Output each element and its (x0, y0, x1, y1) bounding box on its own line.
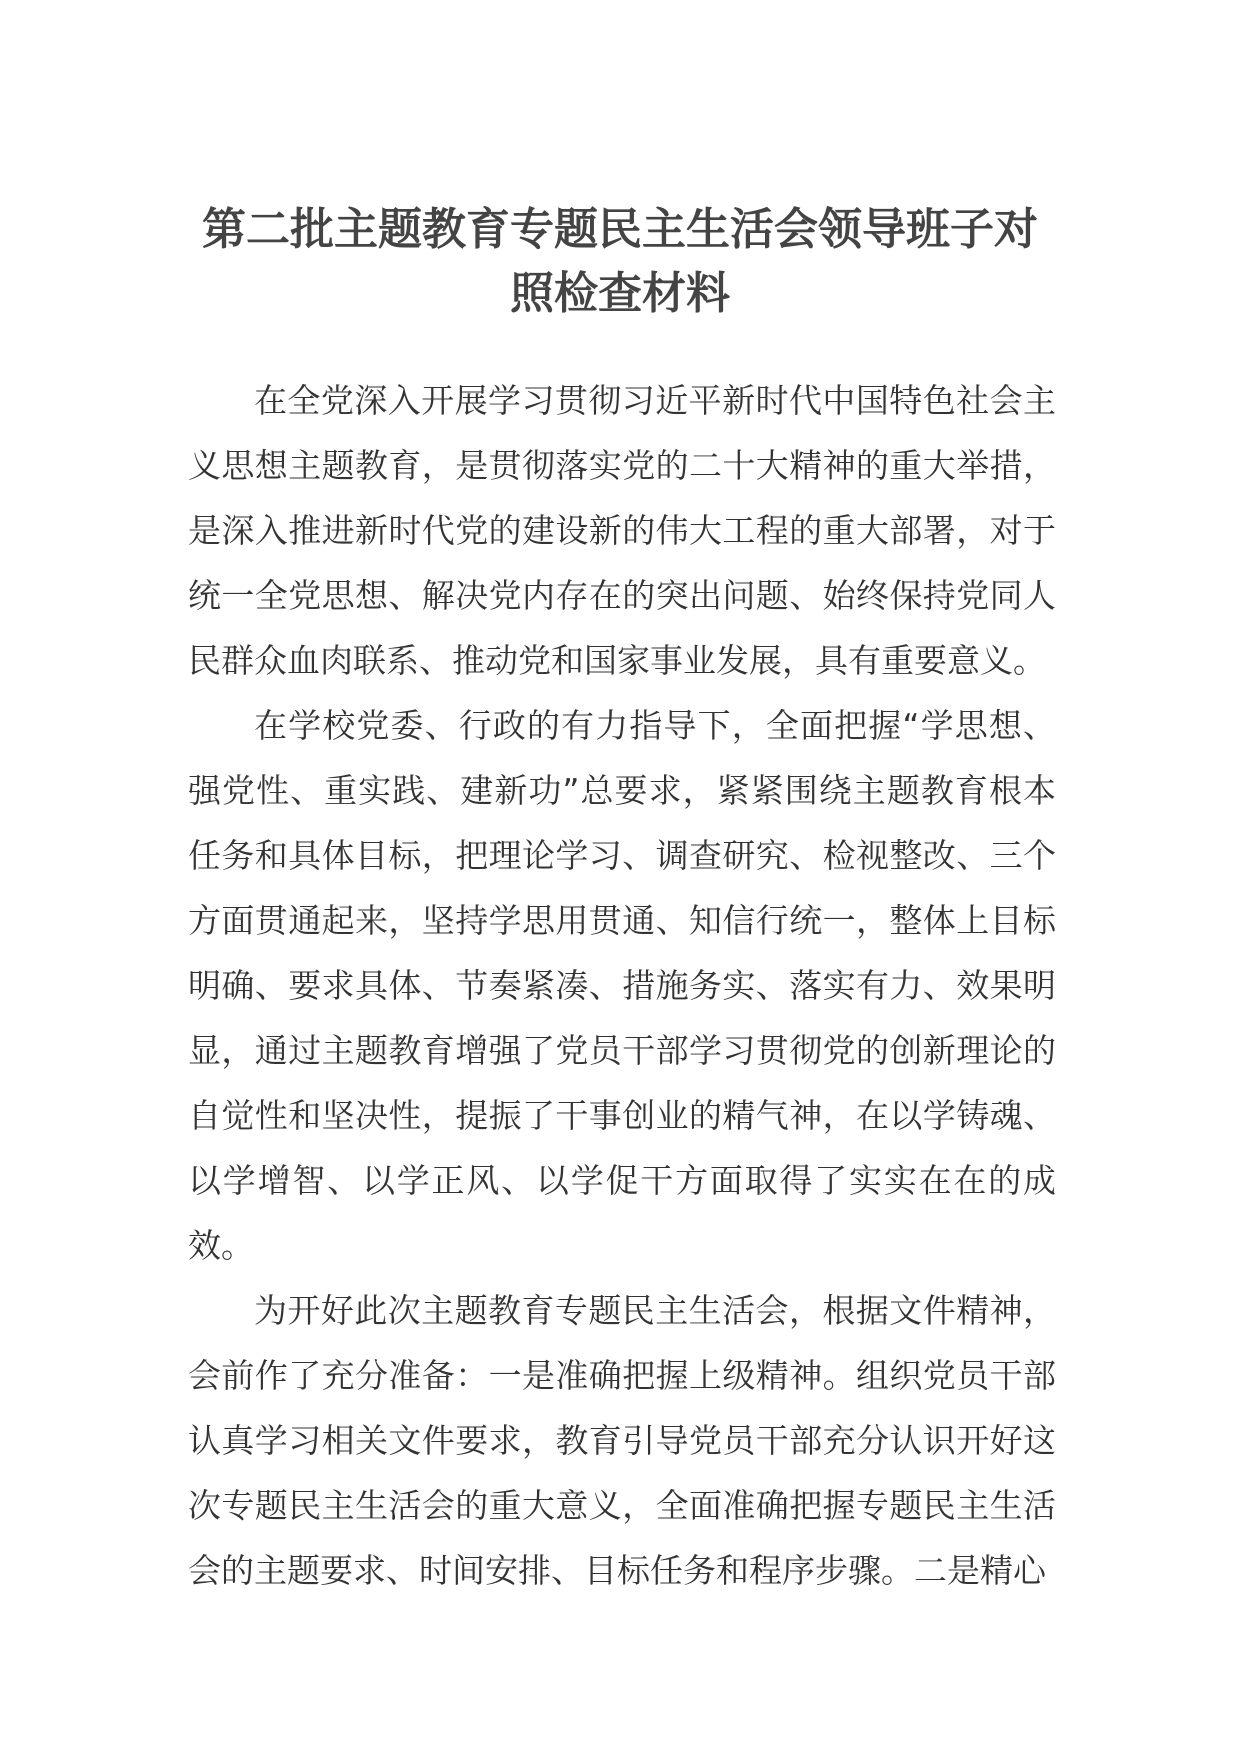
paragraph: 在学校党委、行政的有力指导下，全面把握“学思想、强党性、重实践、建新功”总要求，紧紧围绕主题教育根本任务和具体目标，把理论学习、调查研究、检视整改、三个方面贯通起来，坚持学思用贯通、知信行统一，整体上目标明确、要求具体、节奏紧凑、措施务实、落实有力、效果明显，通过主题教育增强了党员干部学习贯彻党的创新理论的自觉性和坚决性，提振了干事创业的精气神，在以学铸魂、以学增智、以学正风、以学促干方面取得了实实在在的成效。 (188, 706, 1056, 1265)
title-line-1: 第二批主题教育专题民主生活会领导班子对 (202, 204, 1038, 255)
document-title (180, 198, 1060, 326)
paragraph: 在全党深入开展学习贯彻习近平新时代中国特色社会主义思想主题教育，是贯彻落实党的二十大精神的重大举措，是深入推进新时代党的建设新的伟大工程的重大部署，对于统一全党思想、解决党内存在的突出问题、始终保持党同人民群众血肉联系、推动党和国家事业发展，具有重要意义。 (188, 381, 1056, 680)
document-body (188, 368, 1056, 1603)
paragraph: 为开好此次主题教育专题民主生活会，根据文件精神，会前作了充分准备：一是准确把握上级精神。组织党员干部认真学习相关文件要求，教育引导党员干部充分认识开好这次专题民主生活会的重大意义，全面准确把握专题民主生活会的主题要求、时间安排、目标任务和程序步骤。二是精心 (188, 1291, 1056, 1590)
title-line-2: 照检查材料 (510, 268, 730, 319)
